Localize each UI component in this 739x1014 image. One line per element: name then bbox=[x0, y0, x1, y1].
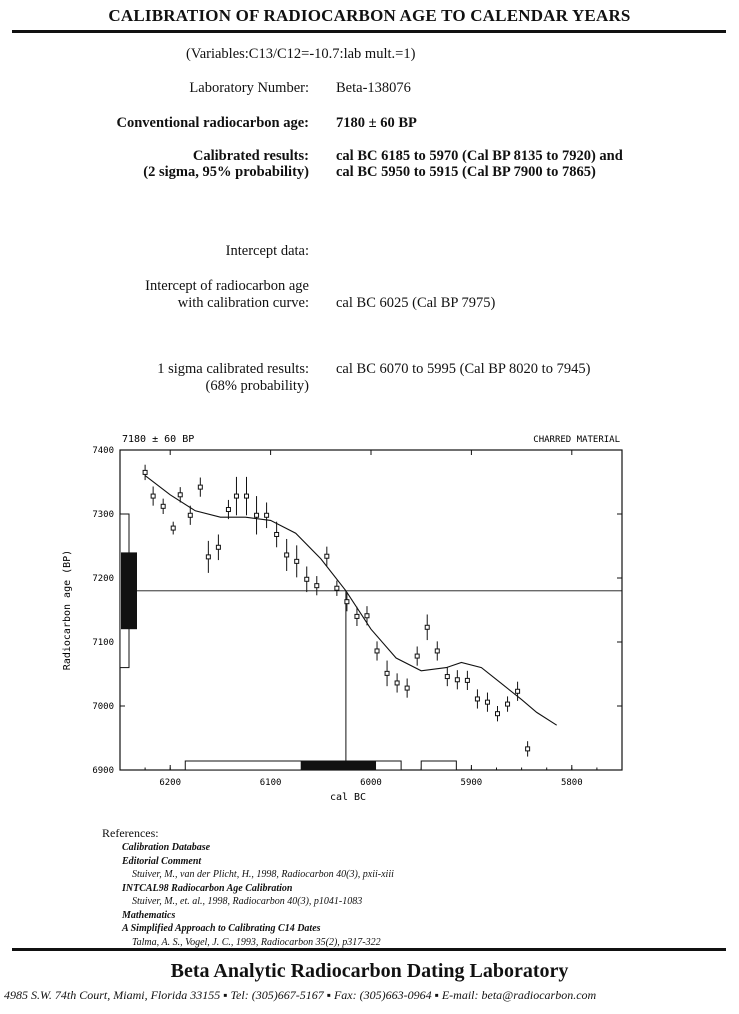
data-point bbox=[475, 697, 479, 701]
lab-name: Beta Analytic Radiocarbon Dating Laboratory bbox=[170, 960, 569, 982]
data-point bbox=[245, 494, 249, 498]
data-point bbox=[506, 702, 510, 706]
intercept-data-label: Intercept data: bbox=[225, 243, 309, 259]
reference-item: Editorial Comment bbox=[122, 855, 202, 867]
data-point bbox=[226, 508, 230, 512]
conventional-age-label: Conventional radiocarbon age: bbox=[116, 115, 309, 131]
calibrated-results-label: Calibrated results: bbox=[192, 148, 309, 164]
y-tick-label: 7300 bbox=[92, 510, 114, 520]
lab-number-label: Laboratory Number: bbox=[189, 80, 309, 96]
calibration-chart bbox=[0, 420, 739, 820]
x-axis-label: cal BC bbox=[329, 792, 367, 803]
reference-item: INTCAL98 Radiocarbon Age Calibration bbox=[122, 882, 293, 894]
data-point bbox=[305, 577, 309, 581]
data-point bbox=[206, 555, 210, 559]
x-tick-label: 6000 bbox=[360, 778, 382, 788]
data-point bbox=[285, 553, 289, 557]
x-tick-label: 6200 bbox=[159, 778, 182, 788]
data-point bbox=[516, 689, 520, 693]
data-point bbox=[295, 559, 299, 563]
data-point bbox=[425, 625, 429, 629]
data-point bbox=[335, 586, 339, 590]
y-tick-label: 6900 bbox=[92, 766, 114, 776]
plot-frame bbox=[120, 450, 622, 770]
one-sigma-value: cal BC 6070 to 5995 (Cal BP 8020 to 7945) bbox=[336, 361, 591, 377]
data-point bbox=[415, 654, 419, 658]
footer-rule bbox=[12, 948, 726, 951]
lab-number-value: Beta-138076 bbox=[336, 80, 411, 96]
x-tick-label: 5900 bbox=[460, 778, 483, 788]
reference-item: Stuiver, M., et. al., 1998, Radiocarbon 40(3), p1041-1083 bbox=[132, 896, 363, 907]
data-point bbox=[325, 554, 329, 558]
conventional-age-value: 7180 ± 60 BP bbox=[336, 115, 417, 131]
calibration-curve bbox=[145, 476, 557, 726]
reference-item: Talma, A. S., Vogel, J. C., 1993, Radiocarbon 35(2), p317-322 bbox=[132, 936, 381, 948]
two-sigma-cal-bar bbox=[421, 761, 456, 770]
data-point bbox=[395, 681, 399, 685]
one-sigma-label-line1: 1 sigma calibrated results: bbox=[157, 361, 309, 377]
data-point bbox=[198, 485, 202, 489]
one-sigma-age-bar bbox=[121, 552, 137, 629]
data-point bbox=[345, 600, 349, 604]
y-tick-label: 7100 bbox=[92, 638, 114, 648]
x-tick-label: 5800 bbox=[560, 778, 583, 788]
data-point bbox=[485, 700, 489, 704]
reference-item: Calibration Database bbox=[122, 842, 211, 853]
data-point bbox=[143, 470, 147, 474]
data-point bbox=[455, 678, 459, 682]
header-rule bbox=[12, 30, 726, 33]
data-point bbox=[465, 678, 469, 682]
data-point bbox=[255, 513, 259, 517]
reference-item: Stuiver, M., van der Plicht, H., 1998, Radiocarbon 40(3), pxii-xiii bbox=[132, 869, 394, 880]
x-tick-label: 6100 bbox=[259, 778, 282, 788]
data-point bbox=[161, 504, 165, 508]
data-point bbox=[375, 649, 379, 653]
data-point bbox=[496, 712, 500, 716]
intercept-label-line1: Intercept of radiocarbon age bbox=[145, 278, 309, 294]
page-title: CALIBRATION OF RADIOCARBON AGE TO CALENDAR YEARS bbox=[108, 6, 631, 25]
calibrated-results-line1: cal BC 6185 to 5970 (Cal BP 8135 to 7920) and bbox=[336, 148, 623, 164]
one-sigma-cal-bar bbox=[301, 761, 376, 770]
data-point bbox=[355, 614, 359, 618]
y-axis-label: Radiocarbon age (BP) bbox=[62, 549, 73, 671]
data-point bbox=[265, 513, 269, 517]
data-point bbox=[216, 545, 220, 549]
data-point bbox=[188, 513, 192, 517]
calibrated-results-sublabel: (2 sigma, 95% probability) bbox=[143, 164, 309, 180]
calibrated-results-line2: cal BC 5950 to 5915 (Cal BP 7900 to 7865) bbox=[336, 164, 596, 180]
y-tick-label: 7200 bbox=[92, 574, 114, 584]
data-point bbox=[275, 532, 279, 536]
y-tick-label: 7000 bbox=[92, 702, 114, 712]
data-point bbox=[365, 614, 369, 618]
data-point bbox=[405, 686, 409, 690]
intercept-value: cal BC 6025 (Cal BP 7975) bbox=[336, 295, 496, 311]
one-sigma-label-line2: (68% probability) bbox=[205, 378, 309, 394]
lab-address: 4985 S.W. 74th Court, Miami, Florida 33155 ▪ Tel: (305)667-5167 ▪ Fax: (305)663-0964 ▪ E-mail: beta@radiocarbon.com bbox=[4, 988, 597, 1002]
data-point bbox=[234, 494, 238, 498]
variables-text: (Variables:C13/C12=-10.7:lab mult.=1) bbox=[186, 46, 416, 62]
intercept-label-line2: with calibration curve: bbox=[177, 295, 309, 311]
data-point bbox=[385, 671, 389, 675]
chart-corner-left: 7180 ± 60 BP bbox=[122, 434, 195, 445]
data-point bbox=[315, 584, 319, 588]
data-point bbox=[151, 494, 155, 498]
references-heading: References: bbox=[102, 826, 159, 840]
data-point bbox=[435, 649, 439, 653]
reference-item: Mathematics bbox=[122, 909, 176, 921]
data-point bbox=[445, 675, 449, 679]
data-point bbox=[171, 526, 175, 530]
data-point bbox=[178, 493, 182, 497]
data-point bbox=[526, 747, 530, 751]
chart-corner-right: CHARRED MATERIAL bbox=[533, 435, 620, 445]
reference-item: A Simplified Approach to Calibrating C14 Dates bbox=[122, 923, 321, 934]
y-tick-label: 7400 bbox=[92, 446, 114, 456]
